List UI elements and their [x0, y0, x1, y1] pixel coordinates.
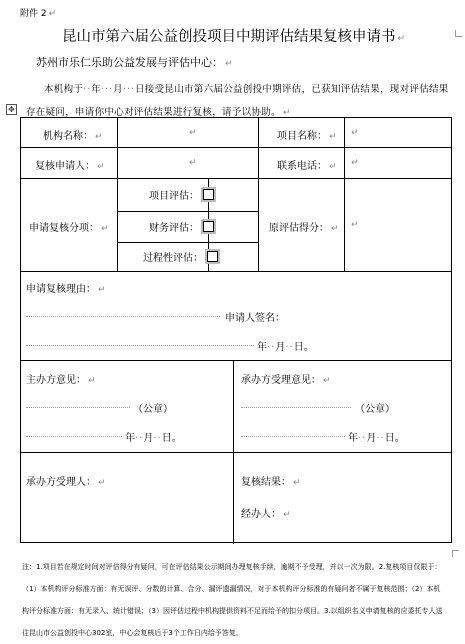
application-form-table — [20, 117, 452, 543]
notes-section — [22, 556, 454, 644]
note-line-2: （1）本机构评分标准方面：有无误评、分数的计算、合分、漏评遗漏情况，对于本机构评分标准的有疑问者不属于复核范围；（2）本机 — [22, 585, 441, 593]
undertaker-seal: （公章） — [355, 404, 395, 415]
reason-label: 申请复核理由： ↵ — [26, 284, 106, 295]
reason-date-line — [26, 345, 254, 346]
undertaker-date: 年··月··日。 — [348, 433, 405, 444]
margin-mark — [455, 30, 462, 37]
undertaker-person-label: 承办方受理人： ↵ — [26, 477, 106, 488]
undertaker-date-line — [241, 436, 345, 437]
undertaker-opinion-label: 承办方受理意见： ↵ — [241, 375, 331, 386]
note-line-3: 构评分标准方面：有无录入、统计错误；（3）因评估过程中机构提供资料不足而给予的扣分项目。3.以组织名义申请复核的应委托专人送 — [22, 607, 443, 615]
option-process-evaluation: 过程性评估： — [143, 249, 218, 264]
applicant-field[interactable]: ↵ — [189, 158, 197, 168]
handler-label: 经办人： ↵ — [241, 509, 291, 520]
process-evaluation-checkbox[interactable] — [207, 251, 218, 262]
page-title: 昆山市第六届公益创投项目中期评估结果复核申请书 ↵ — [62, 29, 406, 45]
applicant-label: 复核申请人： ↵ — [35, 161, 105, 172]
review-result-label: 复核结果： ↵ — [241, 477, 301, 488]
original-score-field[interactable]: ↵ — [351, 220, 359, 230]
option-finance-evaluation: 财务评估： — [149, 219, 214, 234]
phone-label: 联系电话： ↵ — [277, 161, 337, 172]
org-name-label: 机构名称： ↵ — [43, 131, 103, 142]
reason-date: 年··月··日。 — [257, 342, 314, 353]
sponsor-date: 年··月··日。 — [125, 433, 182, 444]
note-line-1: 注：1.项目若在规定时间对评估得分有疑问，可在评估结果公示期间办理复核手续，逾期不予受理，并以一次为限。2.复核项目仅限于： — [22, 563, 442, 571]
undertaker-opinion-line[interactable] — [241, 407, 351, 408]
intro-paragraph: 本机构于··年···月···日接受昆山市第六届公益创投中期评估，已获知评估结果，现对评估结果存在疑问，申请你中心对评估结果进行复核，请予以协助。 ↵ — [26, 84, 449, 118]
original-score-label: 原评估得分： ↵ — [269, 223, 339, 234]
finance-evaluation-checkbox[interactable] — [203, 221, 214, 232]
org-name-field[interactable]: ↵ — [189, 128, 197, 138]
signature-label: 申请人签名： — [225, 313, 285, 324]
sponsor-date-line — [26, 436, 122, 437]
review-category-label: 申请复核分项： ↵ — [29, 223, 109, 234]
recipient-line: 苏州市乐仁乐助公益发展与评估中心： ↵ — [36, 56, 233, 69]
sponsor-seal: （公章） — [133, 404, 173, 415]
reason-line[interactable] — [26, 316, 220, 317]
attachment-label: 附件 2 ↵ — [20, 9, 57, 19]
phone-field[interactable]: ↵ — [351, 158, 359, 168]
project-name-label: 项目名称： ↵ — [277, 131, 337, 142]
note-line-4: 往昆山市公益创投中心302室，中心会复核后于3个工作日内给予答复。 — [22, 629, 243, 637]
sponsor-opinion-label: 主办方意见： ↵ — [26, 375, 96, 386]
project-name-field[interactable]: ↵ — [351, 128, 359, 138]
sponsor-opinion-line[interactable] — [26, 407, 130, 408]
project-evaluation-checkbox[interactable] — [203, 189, 214, 200]
table-move-handle-icon[interactable]: ✥ — [6, 104, 17, 115]
option-project-evaluation: 项目评估： — [149, 187, 214, 202]
